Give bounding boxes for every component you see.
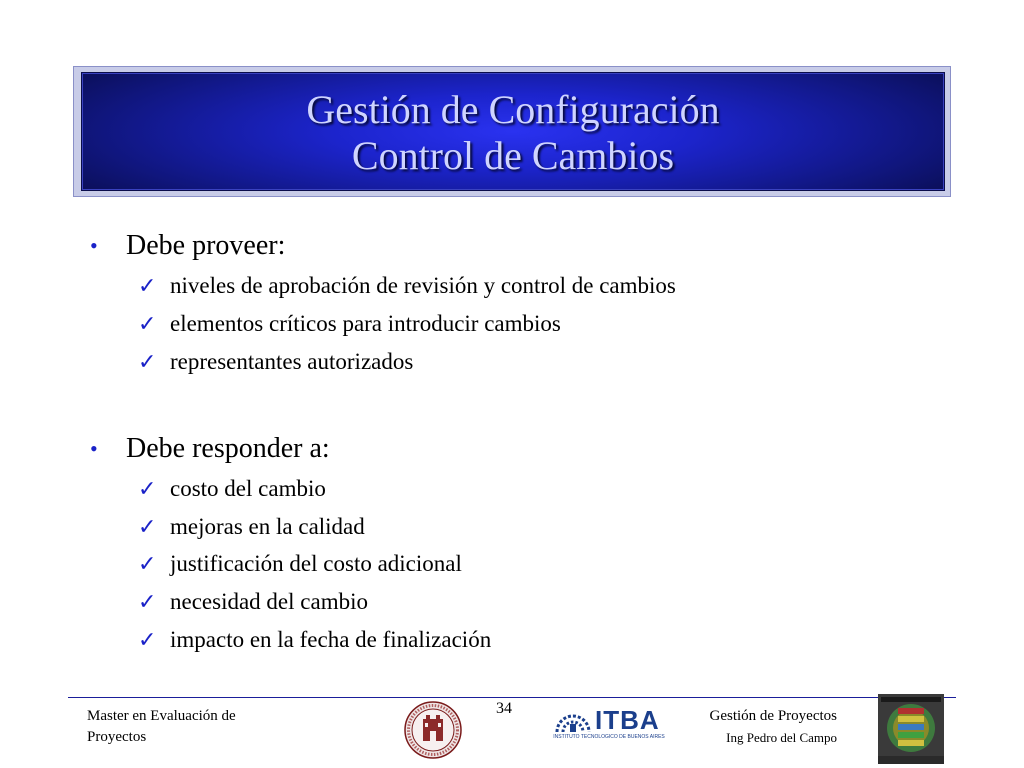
section-heading-2: • Debe responder a: (90, 433, 330, 464)
list-item: ✓ representantes autorizados (138, 349, 414, 374)
list-item: ✓ mejoras en la calidad (138, 514, 365, 539)
itba-emblem-icon (553, 706, 593, 734)
university-seal-icon (404, 701, 462, 759)
title-line-1: Gestión de Configuración (306, 87, 720, 132)
checkmark-icon: ✓ (138, 627, 157, 652)
list-item: ✓ necesidad del cambio (138, 589, 368, 614)
checkmark-icon: ✓ (138, 514, 157, 539)
checkmark-icon: ✓ (138, 476, 157, 501)
checkmark-icon: ✓ (138, 589, 157, 614)
footer-course: Master en Evaluación de Proyectos (87, 708, 236, 745)
page-number: 34 (496, 700, 512, 717)
checkmark-icon: ✓ (138, 349, 157, 374)
checkmark-icon: ✓ (138, 551, 157, 576)
itba-tagline: INSTITUTO TECNOLOGICO DE BUENOS AIRES (553, 734, 665, 740)
itba-wordmark: ITBA (595, 705, 660, 735)
bullet-icon: • (90, 233, 98, 258)
title-banner (73, 66, 951, 197)
list-item: ✓ impacto en la fecha de finalización (138, 627, 492, 652)
bullet-icon: • (90, 436, 98, 461)
slide-title (82, 87, 944, 179)
book-cover-icon (878, 694, 944, 764)
itba-logo (553, 706, 665, 742)
list-item: ✓ costo del cambio (138, 476, 326, 501)
checkmark-icon: ✓ (138, 311, 157, 336)
footer-divider (68, 697, 956, 698)
list-item: ✓ justificación del costo adicional (138, 551, 462, 576)
section-heading-1: • Debe proveer: (90, 230, 286, 261)
list-item: ✓ elementos críticos para introducir cambios (138, 311, 561, 336)
list-item: ✓ niveles de aprobación de revisión y control de cambios (138, 273, 676, 298)
title-panel (81, 72, 945, 191)
checkmark-icon: ✓ (138, 273, 157, 298)
title-line-2: Control de Cambios (351, 133, 675, 178)
footer-course-author: Gestión de Proyectos Ing Pedro del Campo (709, 708, 837, 745)
